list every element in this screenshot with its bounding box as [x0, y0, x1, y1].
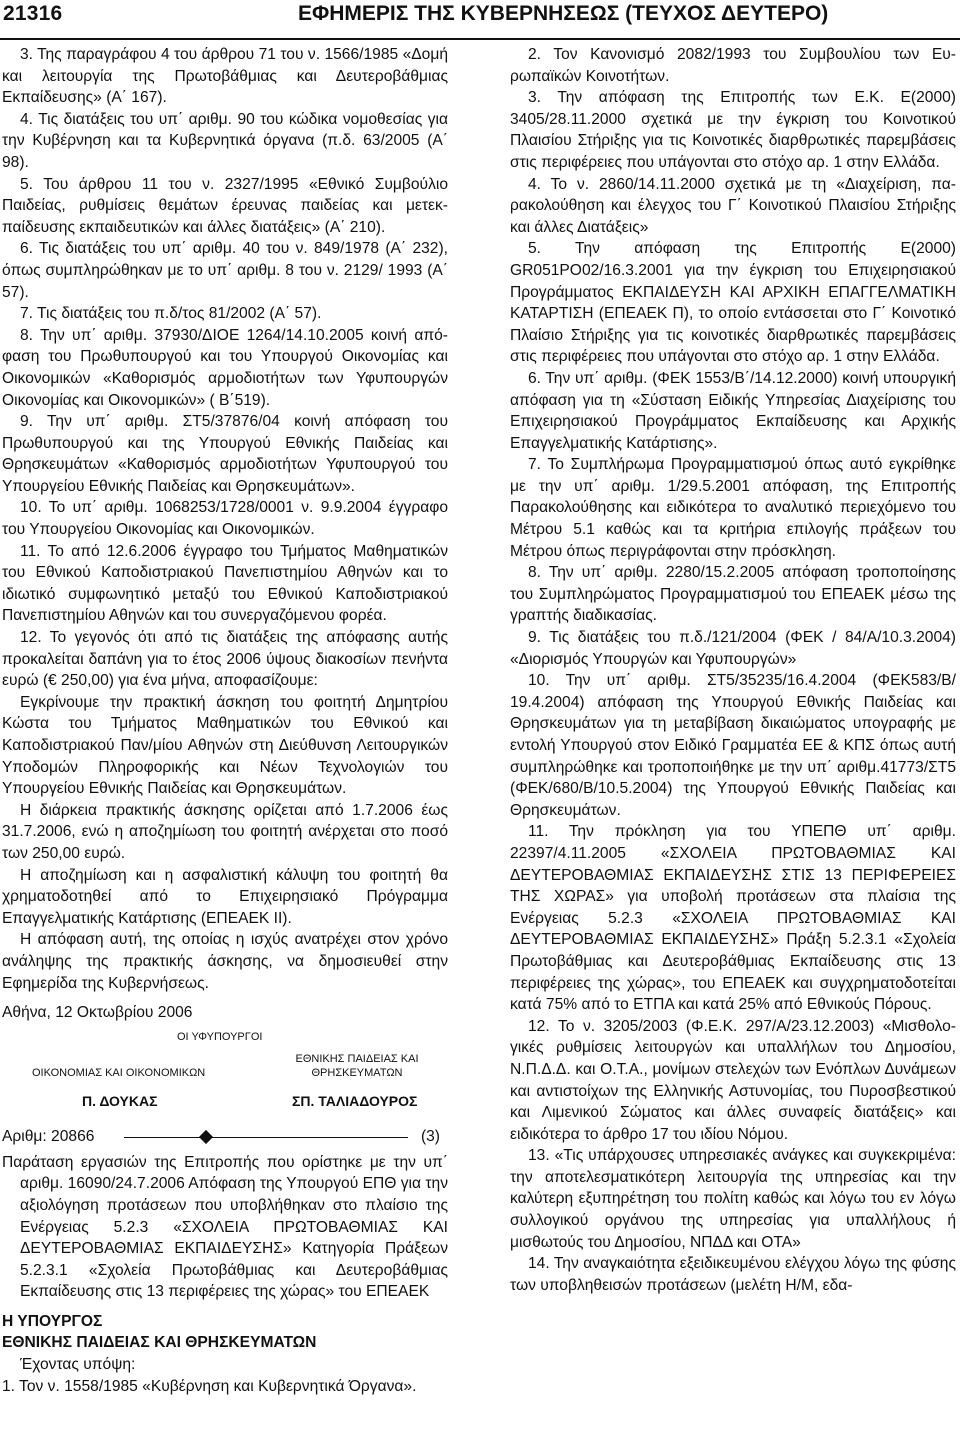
- paragraph: 10. Την υπ΄ αριθμ. ΣΤ5/35235/16.4.2004 (ΦΕΚ583/Β/ 19.4.2004) απόφαση της Υπουργού Εθνικής Παιδείας και Θρησκευμάτων για τη μεταβίβαση δικαιώματος υπογραφής με εντολή Υπουργού στον Ειδικό Γραμματέα ΕΕ & ΚΠΣ όπως αυτή συμπληρώθηκε και τροποποιήθηκε με την υπ΄ αριθμ.41773/ΣΤ5 (ΦΕΚ/680/Β/10.5.2004) της Υπουργού Εθνικής Παιδείας και Θρησκευμάτων.: [510, 672, 956, 819]
- paragraph: 3. Της παραγράφου 4 του άρθρου 71 του ν. 1566/1985 «Δομή και λειτουργία της Πρωτοβάθμιας και Δευτεροβάθμιας Εκπαίδευσης» (Α΄ 167).: [2, 46, 448, 107]
- paragraph: 1. Τον ν. 1558/1985 «Κυβέρνηση και Κυβερνητικά Όργανα».: [2, 1377, 417, 1395]
- paragraph: 9. Τις διατάξεις του π.δ./121/2004 (ΦΕΚ / 84/Α/10.3.2004) «Διορισμός Υπουργών και Υφυπουργών»: [510, 629, 956, 668]
- paragraph: 12. Το ν. 3205/2003 (Φ.Ε.Κ. 297/Α/23.12.2003) «Μισθολογικές ρυθμίσεις λειτουργών και υπαλλήλων του Δημοσίου, Ν.Π.Δ.Δ. και Ο.Τ.Α., μονίμων στελεχών των Ενόπλων Δυνάμεων και αντιστοίχων της Ελληνικής Αστυνομίας, του Πυροσβεστικού και Λιμενικού Σώματος και άλλες συναφείς διατάξεις» και ειδικότερα το άρθρο 17 του ιδίου Νόμου.: [510, 1017, 956, 1143]
- signature-block: [2, 1030, 448, 1122]
- paragraph: 6. Την υπ΄ αριθμ. (ΦΕΚ 1553/Β΄/14.12.2000) κοινή υπουργική απόφαση για τη «Σύσταση Ειδικής Υπηρεσίας Διαχείρισης του Επιχειρησιακού Προγράμματος Εκπαίδευσης και Αρχικής Επαγγελματικής Κατάρτισης».: [510, 369, 956, 452]
- signature-place-date: Αθήνα, 12 Οκτωβρίου 2006: [2, 1004, 193, 1022]
- gazette-title: ΕΦΗΜΕΡΙΣ ΤΗΣ ΚΥΒΕΡΝΗΣΕΩΣ (ΤΕΥΧΟΣ ΔΕΥΤΕΡΟ): [298, 2, 829, 25]
- signature-ministry-left: ΟΙΚΟΝΟΜΙΑΣ ΚΑΙ ΟΙΚΟΝΟΜΙΚΩΝ: [32, 1066, 206, 1079]
- signature-name-right: ΣΠ. ΤΑΛΙΑΔΟΥΡΟΣ: [292, 1092, 418, 1109]
- separator-line: [124, 1137, 408, 1138]
- paragraph: 9. Την υπ΄ αριθμ. ΣΤ5/37876/04 κοινή απόφαση του Πρωθυπουργού και της Υπουργού Εθνικής Παιδείας και Θρησκευμάτων «Καθορισμός αρμοδιοτήτων Υφυπουργού του Υπουργείου Εθνικής Παιδείας και Θρησκευμάτων».: [2, 413, 448, 495]
- page-header: [0, 0, 960, 40]
- paragraph: 14. Την αναγκαιότητα εξειδικευμένου ελέγχου λόγω της φύσης των υποβληθεισών προτάσεων (μελέτη Η/Μ, εδα-: [510, 1255, 956, 1294]
- minister-heading: Η ΥΠΟΥΡΓΟΣ: [2, 1312, 103, 1330]
- document-number-row: [2, 1126, 448, 1152]
- ministry-heading: ΕΘΝΙΚΗΣ ΠΑΙΔΕΙΑΣ ΚΑΙ ΘΡΗΣΚΕΥΜΑΤΩΝ: [2, 1334, 317, 1352]
- paragraph: 3. Την απόφαση της Επιτροπής των Ε.Κ. Ε(2000) 3405/28.11.2000 σχετικά με την έγκριση του Κοινοτικού Πλαισίου Στήριξης για τις Κοινοτικές διαρθρωτικές παρεμβάσεις στις περιφέρειες που υπάγονται στο στόχο αρ. 1 στην Ελλάδα.: [510, 89, 956, 171]
- paragraph: Η αποζημίωση και η ασφαλιστική κάλυψη του φοιτητή θα χρηματοδοτηθεί από το Επιχειρησιακό Πρόγραμμα Επαγγελματικής Κατάρτισης (ΕΠΕΑΕΚ ΙΙ).: [2, 866, 448, 927]
- document-sequence: (3): [420, 1127, 440, 1145]
- paragraph: 2. Τον Κανονισμό 2082/1993 του Συμβουλίου των Ευρωπαϊκών Κοινοτήτων.: [510, 46, 956, 85]
- paragraph: 10. Το υπ΄ αριθμ. 1068253/1728/0001 ν. 9.9.2004 έγγραφο του Υπουργείου Οικονομίας και Οικονομικών.: [2, 499, 448, 539]
- paragraph: Εγκρίνουμε την πρακτική άσκηση του φοιτητή Δημητρίου Κώστα του Τμήματος Μαθηματικών του Εθνικού και Καποδιστριακού Παν/μίου Αθηνών στη Διεύθυνση Λειτουργικών Υποδομών Πληροφορικής και Νέων Τεχνολογιών του Υπουργείου Εθνικής Παιδείας και Θρησκευμάτων.: [2, 693, 448, 798]
- document-number: Αριθμ: 20866: [2, 1127, 95, 1145]
- signature-deputy-ministers: ΟΙ ΥΦΥΠΟΥΡΓΟΙ: [177, 1030, 263, 1043]
- paragraph: 11. Την πρόκληση για του ΥΠΕΠΘ υπ΄ αριθμ. 22397/4.11.2005 «ΣΧΟΛΕΙΑ ΠΡΩΤΟΒΑΘΜΙΑΣ ΚΑΙ ΔΕΥΤΕΡΟΒΑΘΜΙΑΣ ΕΚΠΑΙΔΕΥΣΗΣ ΣΤΙΣ 13 ΠΕΡΙΦΕΡΕΙΕΣ ΤΗΣ ΧΩΡΑΣ» για υποβολή προτάσεων στα πλαίσια της Ενέργειας 5.2.3 «ΣΧΟΛΕΙΑ ΠΡΩΤΟΒΑΘΜΙΑΣ ΚΑΙ ΔΕΥΤΕΡΟΒΑΘΜΙΑΣ ΕΚΠΑΙΔΕΥΣΗΣ» Πράξη 5.2.3.1 «Σχολεία Πρωτοβάθμιας και Δευτεροβάθμιας Εκπαίδευσης στις 13 περιφέρειες της χώρας», του ΕΠΕΑΕΚ και συγχρηματοδοτείται κατά 75% από το ΕΤΠΑ και κατά 25% από Εθνικούς Πόρους.: [510, 823, 956, 1014]
- paragraph: 4. Τις διατάξεις του υπ΄ αριθμ. 90 του κώδικα νομοθεσίας για την Κυβέρνηση και τα Κυβερνητικά όργανα (π.δ. 63/2005 (Α΄ 98).: [2, 110, 448, 171]
- paragraph: 13. «Τις υπάρχουσες υπηρεσιακές ανάγκες και συγκεκριμένα: την αποτελεσματικότερη λειτουργία της υπηρεσίας και την καλύτερη εξυπηρέτηση του πολίτη καθώς και λόγω του εν λόγω συλλογικού οργάνου της υπηρεσίας για υπαλλήλους ή μισθωτούς του Δημοσίου, ΝΠΔΔ και ΟΤΑ»: [510, 1147, 956, 1251]
- paragraph: Η διάρκεια πρακτικής άσκησης ορίζεται από 1.7.2006 έως 31.7.2006, ενώ η αποζημίωση του φοιτητή ανέρχεται στο ποσό των 250,00 ευρώ.: [2, 801, 448, 862]
- paragraph: 6. Τις διατάξεις του υπ΄ αριθμ. 40 του ν. 849/1978 (Α΄ 232), όπως συμπληρώθηκαν με το υπ΄ αριθμ. 8 του ν. 2129/ 1993 (Α΄ 57).: [2, 240, 448, 301]
- having-regard-label: Έχοντας υπόψη:: [20, 1356, 136, 1374]
- paragraph: 4. Το ν. 2860/14.11.2000 σχετικά με τη «Διαχείριση, παρακολούθηση και έλεγχος του Γ΄ Κοινοτικού Πλαισίου Στήριξης και άλλες Διατάξεις»: [510, 175, 956, 236]
- paragraph: Η απόφαση αυτή, της οποίας η ισχύς ανατρέχει στον χρόνο ανάληψης της πρακτικής άσκησης, να δημοσιευθεί στην Εφημερίδα της Κυβερνήσεως.: [2, 931, 448, 992]
- decision-title: Παράταση εργασιών της Επιτροπής που ορίστηκε με την υπ΄ αριθμ. 16090/24.7.2006 Απόφαση της Υπουργού ΕΠΘ για την αξιολόγηση προτάσεων που υποβλήθηκαν στο πλαίσιο της Ενέργειας 5.2.3 «ΣΧΟΛΕΙΑ ΠΡΩΤΟΒΑΘΜΙΑΣ ΚΑΙ ΔΕΥΤΕΡΟΒΑΘΜΙΑΣ ΕΚΠΑΙΔΕΥΣΗΣ» Κατηγορία Πράξεων 5.2.3.1 «Σχολεία Πρωτοβάθμιας και Δευτεροβάθμιας Εκπαίδευσης στις 13 περιφέρειες της χώρας» του ΕΠΕΑΕΚ: [2, 1153, 448, 1301]
- page-number: 21316: [3, 2, 63, 25]
- paragraph: 5. Του άρθρου 11 του ν. 2327/1995 «Εθνικό Συμβούλιο Παιδείας, ρυθμίσεις θεμάτων έρευνας παιδείας και μετεκπαίδευσης εκπαιδευτικών και άλλες διατάξεις» (Α΄ 210).: [2, 175, 448, 236]
- signature-name-left: Π. ΔΟΥΚΑΣ: [82, 1092, 158, 1109]
- paragraph: 8. Την υπ΄ αριθμ. 2280/15.2.2005 απόφαση τροποποίησης του Συμπληρώματος Προγραμματισμού του ΕΠΕΑΕΚ μέσω της γραπτής διαδικασίας.: [510, 564, 956, 625]
- paragraph: 11. Το από 12.6.2006 έγγραφο του Τμήματος Μαθηματικών του Εθνικού Καποδιστριακού Πανεπιστημίου Αθηνών και το ιδιωτικό συμφωνητικό μεταξύ του Εθνικού Καποδιστριακού Πανεπιστημίου Αθηνών και του συνεργαζόμενου φορέα.: [2, 542, 448, 625]
- diamond-ornament-icon: [199, 1130, 213, 1144]
- paragraph: 12. Το γεγονός ότι από τις διατάξεις της απόφασης αυτής προκαλείται δαπάνη για το έτος 2006 ύψους διακοσίων πενήντα ευρώ (€ 250,00) για ένα μήνα, αποφασίζουμε:: [2, 629, 448, 690]
- right-column: [510, 44, 956, 1296]
- paragraph: 5. Την απόφαση της Επιτροπής Ε(2000) GR051PO02/16.3.2001 για την έγκριση του Επιχειρησιακού Προγράμματος ΕΚΠΑΙΔΕΥΣΗ ΚΑΙ ΑΡΧΙΚΗ ΕΠΑΓΓΕΛΜΑΤΙΚΗ ΚΑΤΑΡΤΙΣΗ (ΕΠΕΑΕΚ Π), το οποίο εντάσσεται στο Γ΄ Κοινοτικό Πλαίσιο Στήριξης για τις κοινοτικές διαρθρωτικές παρεμβάσεις στις περιφέρειες που υπάγονται στο στόχο αρ. 1 στην Ελλάδα.: [510, 240, 956, 366]
- paragraph: 8. Την υπ΄ αριθμ. 37930/ΔΙΟΕ 1264/14.10.2005 κοινή απόφαση του Πρωθυπουργού και του Υπουργού Οικονομίας και Οικονομικών «Καθορισμός αρμοδιοτήτων των Υφυπουργών Οικονομίας και Οικονομικών» ( Β΄519).: [2, 326, 448, 409]
- paragraph: 7. Τις διατάξεις του π.δ/τος 81/2002 (Α΄ 57).: [20, 305, 322, 323]
- signature-ministry-right: ΕΘΝΙΚΗΣ ΠΑΙΔΕΙΑΣ ΚΑΙ ΘΡΗΣΚΕΥΜΑΤΩΝ: [295, 1052, 419, 1079]
- left-column: [2, 44, 448, 1397]
- paragraph: 7. Το Συμπλήρωμα Προγραμματισμού όπως αυτό εγκρίθηκε με την υπ΄ αριθμ. 1/29.5.2001 απόφαση, της Επιτροπής Παρακολούθησης και ειδικότερα το αναλυτικό περιεχόμενο του Μέτρου 5.1 καθώς και τα κριτήρια επιλογής πράξεων του Μέτρου όπως περιγράφονται στην πρόσκληση.: [510, 456, 956, 560]
